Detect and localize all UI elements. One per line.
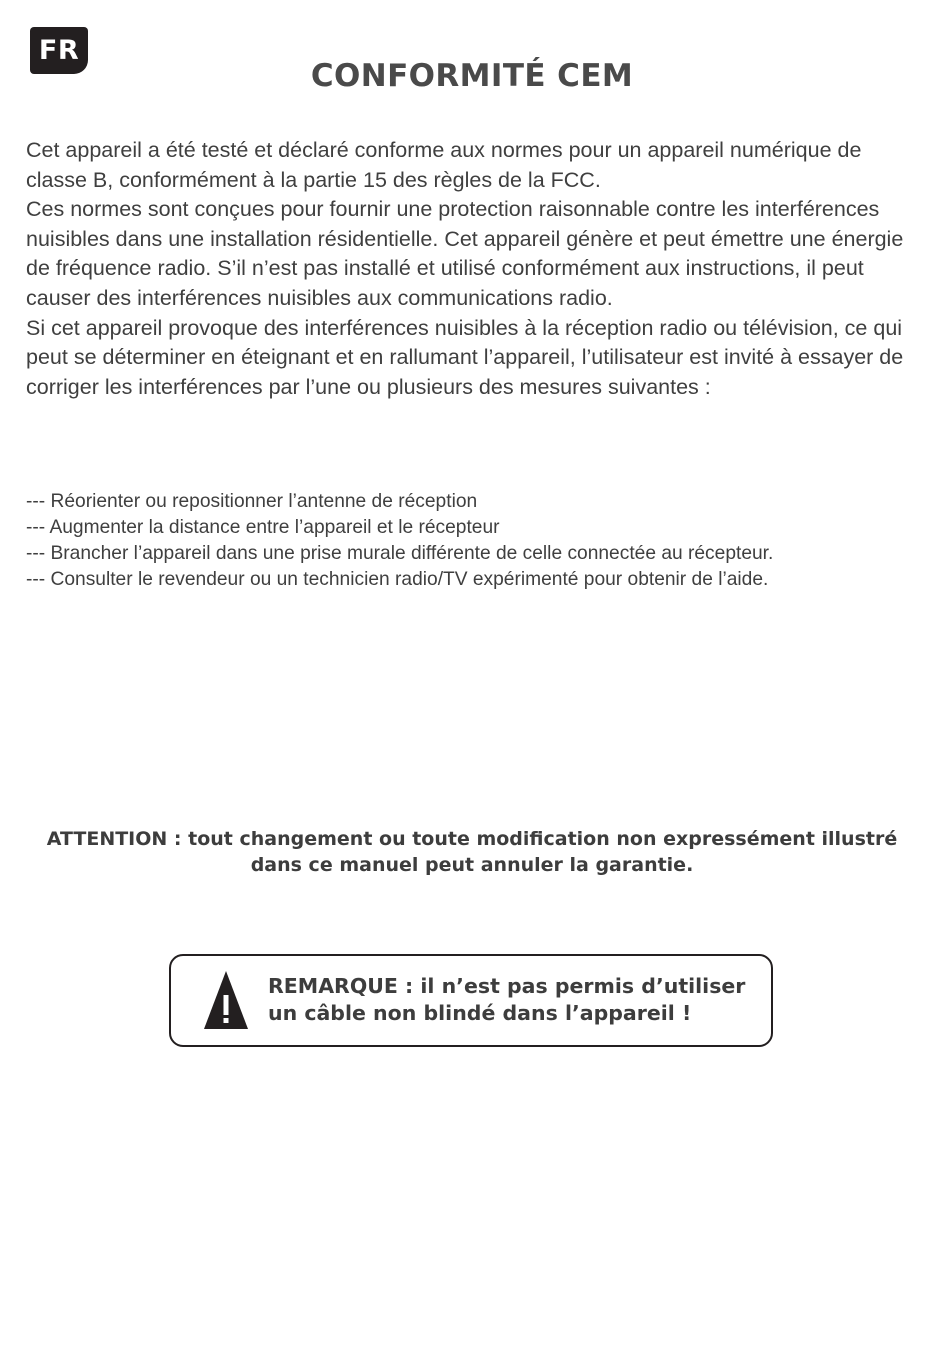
measure-item: --- Augmenter la distance entre l’appareil et le récepteur	[26, 517, 500, 538]
measure-item: --- Brancher l’appareil dans une prise murale différente de celle connectée au récepteur.	[26, 543, 774, 564]
language-badge-label: FR	[38, 35, 80, 66]
measures-list	[26, 489, 931, 593]
measure-item: --- Réorienter ou repositionner l’antenne de réception	[26, 491, 478, 512]
measure-item: --- Consulter le revendeur ou un technicien radio/TV expérimenté pour obtenir de l’aide.	[26, 569, 769, 590]
warning-icon	[202, 969, 250, 1031]
note-box	[169, 954, 773, 1047]
attention-notice: ATTENTION : tout changement ou toute modification non expressément illustré dans ce manuel peut annuler la garantie.	[46, 828, 898, 876]
note-text: REMARQUE : il n’est pas permis d’utiliser un câble non blindé dans l’appareil !	[268, 974, 746, 1025]
paragraph-user-corrective-action: Si cet appareil provoque des interférences nuisibles à la réception radio ou télévision, ce qui peut se déterminer en éteignant et en rallumant l’appareil, l’utilisateur est invité à essayer de corriger les interférences par l’une ou plusieurs des mesures suivantes :	[26, 315, 904, 399]
page-title: CONFORMITÉ CEM	[310, 58, 634, 94]
paragraph-interference-protection: Ces normes sont conçues pour fournir une protection raisonnable contre les interférences nuisibles dans une installation résidentielle. Cet appareil génère et peut émettre une énergie de fréquence radio. S’il n’est pas installé et utilisé conformément aux instructions, il peut causer des interférences nuisibles aux communications radio.	[26, 197, 904, 310]
body-text	[26, 136, 921, 402]
paragraph-fcc-class-b: Cet appareil a été testé et déclaré conforme aux normes pour un appareil numérique de classe B, conformément à la partie 15 des règles de la FCC.	[26, 138, 862, 192]
